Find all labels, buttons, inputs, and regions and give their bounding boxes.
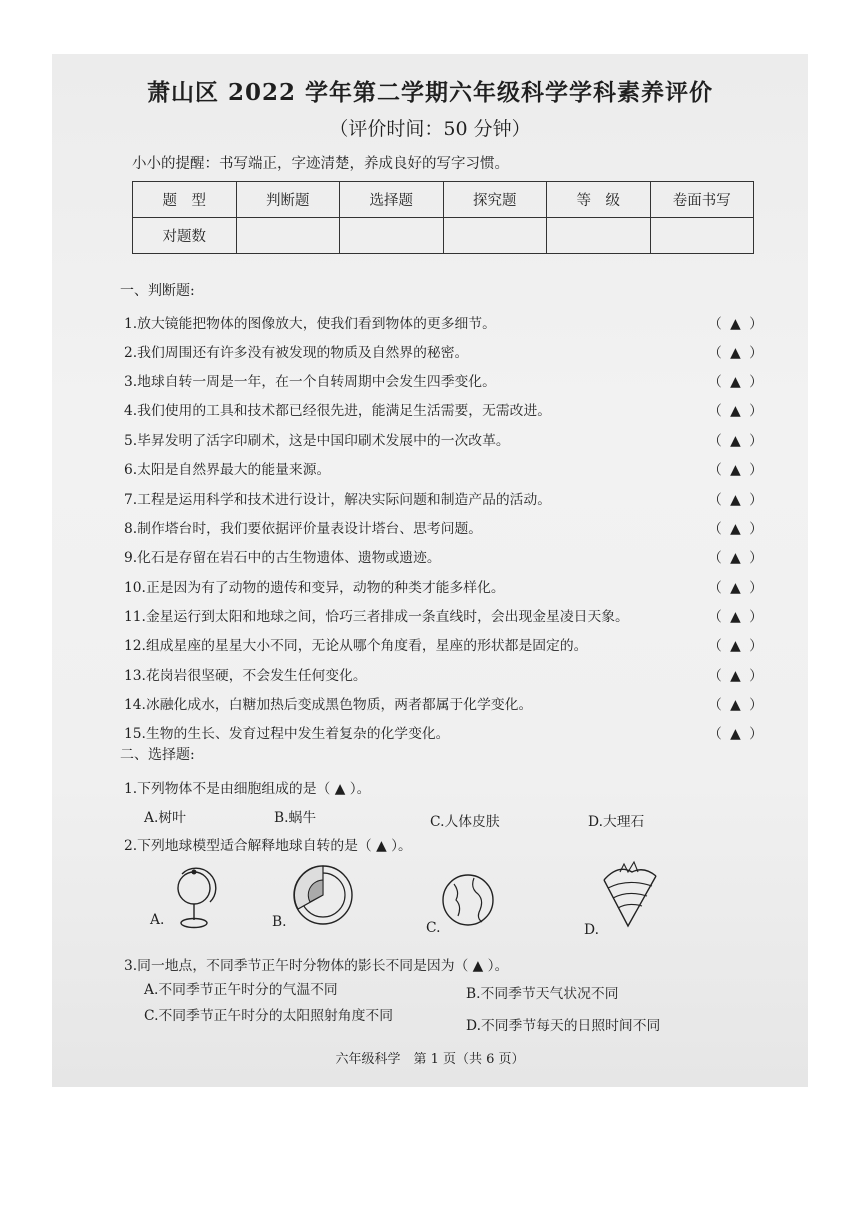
choice-question-2: 2.下列地球模型适合解释地球自转的是（ ▲ ）。 — [124, 838, 412, 854]
answer-mark: （ ▲ ） — [708, 492, 765, 508]
choice-option-b: B.不同季节天气状况不同 — [466, 986, 619, 1002]
answer-mark: （ ▲ ） — [708, 374, 765, 390]
judgment-question: 10.正是因为有了动物的遗传和变异，动物的种类才能多样化。 — [124, 580, 505, 596]
page-footer: 六年级科学 第 1 页（共 6 页） — [335, 1052, 525, 1067]
judgment-question: 15.生物的生长、发育过程中发生着复杂的化学变化。 — [124, 726, 450, 742]
score-table-header: 选择题 — [340, 182, 444, 218]
judgment-question: 5.毕昇发明了活字印刷术，这是中国印刷术发展中的一次改革。 — [124, 433, 510, 449]
choice-option-c: C.不同季节正午时分的太阳照射角度不同 — [144, 1008, 393, 1024]
score-table-header: 探究题 — [443, 182, 547, 218]
answer-mark: （ ▲ ） — [708, 726, 765, 742]
answer-mark: （ ▲ ） — [708, 697, 765, 713]
score-table-header: 等 级 — [547, 182, 651, 218]
exam-page — [52, 54, 808, 1087]
score-cell — [340, 218, 444, 254]
answer-mark: （ ▲ ） — [708, 403, 765, 419]
choice-option-d: D.不同季节每天的日照时间不同 — [466, 1018, 661, 1034]
judgment-question: 11.金星运行到太阳和地球之间，恰巧三者排成一条直线时，会出现金星凌日天象。 — [124, 609, 629, 625]
score-table — [132, 181, 754, 254]
page-title: 萧山区 2022 学年第二学期六年级科学学科素养评价 — [146, 79, 714, 106]
answer-mark: （ ▲ ） — [708, 638, 765, 654]
section-choice-title: 二、选择题: — [120, 747, 195, 763]
choice-option-a: A.不同季节正午时分的气温不同 — [144, 982, 338, 998]
earth-layers-figure — [290, 862, 356, 928]
judgment-question: 2.我们周围还有许多没有被发现的物质及自然界的秘密。 — [124, 345, 469, 361]
judgment-question: 3.地球自转一周是一年，在一个自转周期中会发生四季变化。 — [124, 374, 496, 390]
judgment-question: 1.放大镜能把物体的图像放大，使我们看到物体的更多细节。 — [124, 316, 496, 332]
judgment-question: 6.太阳是自然界最大的能量来源。 — [124, 462, 331, 478]
answer-mark: （ ▲ ） — [708, 668, 765, 684]
figure-label-d: D. — [584, 922, 599, 938]
globe-stand-figure — [172, 862, 222, 932]
choice-question-1: 1.下列物体不是由细胞组成的是（ ▲ ）。 — [124, 781, 371, 797]
choice-question-3: 3.同一地点，不同季节正午时分物体的影长不同是因为（ ▲ ）。 — [124, 958, 509, 974]
score-table-header: 卷面书写 — [650, 182, 754, 218]
score-table-header-row — [133, 182, 754, 218]
score-table-header: 判断题 — [236, 182, 340, 218]
reminder-text: 小小的提醒：书写端正，字迹清楚，养成良好的写字习惯。 — [132, 156, 509, 172]
score-cell — [650, 218, 754, 254]
choice-option-b: B.蜗牛 — [274, 810, 317, 826]
choice-option-c: C.人体皮肤 — [430, 814, 500, 830]
judgment-question: 9.化石是存留在岩石中的古生物遗体、遗物或遗迹。 — [124, 550, 441, 566]
answer-mark: （ ▲ ） — [708, 345, 765, 361]
choice-option-d: D.大理石 — [588, 814, 645, 830]
score-table-header: 题 型 — [133, 182, 237, 218]
score-table-row — [133, 218, 754, 254]
earth-wedge-figure — [598, 860, 664, 932]
judgment-question: 4.我们使用的工具和技术都已经很先进，能满足生活需要，无需改进。 — [124, 403, 552, 419]
answer-mark: （ ▲ ） — [708, 521, 765, 537]
answer-mark: （ ▲ ） — [708, 462, 765, 478]
answer-mark: （ ▲ ） — [708, 580, 765, 596]
answer-mark: （ ▲ ） — [708, 609, 765, 625]
judgment-question: 14.冰融化成水，白糖加热后变成黑色物质，两者都属于化学变化。 — [124, 697, 533, 713]
figure-label-a: A. — [150, 912, 165, 928]
figure-label-b: B. — [272, 914, 287, 930]
score-cell — [547, 218, 651, 254]
answer-mark: （ ▲ ） — [708, 433, 765, 449]
score-cell — [443, 218, 547, 254]
answer-mark: （ ▲ ） — [708, 550, 765, 566]
judgment-question: 8.制作塔台时，我们要依据评价量表设计塔台、思考问题。 — [124, 521, 483, 537]
choice-option-a: A.树叶 — [144, 810, 186, 826]
figure-label-c: C. — [426, 920, 441, 936]
globe-continents-figure — [440, 870, 496, 930]
section-judgment-title: 一、判断题: — [120, 283, 195, 299]
score-cell — [236, 218, 340, 254]
score-table-row-label: 对题数 — [133, 218, 237, 254]
judgment-question: 12.组成星座的星星大小不同，无论从哪个角度看，星座的形状都是固定的。 — [124, 638, 588, 654]
judgment-question: 13.花岗岩很坚硬，不会发生任何变化。 — [124, 668, 367, 684]
exam-duration: （评价时间：50 分钟） — [329, 118, 531, 140]
judgment-question: 7.工程是运用科学和技术进行设计，解决实际问题和制造产品的活动。 — [124, 492, 552, 508]
answer-mark: （ ▲ ） — [708, 316, 765, 332]
